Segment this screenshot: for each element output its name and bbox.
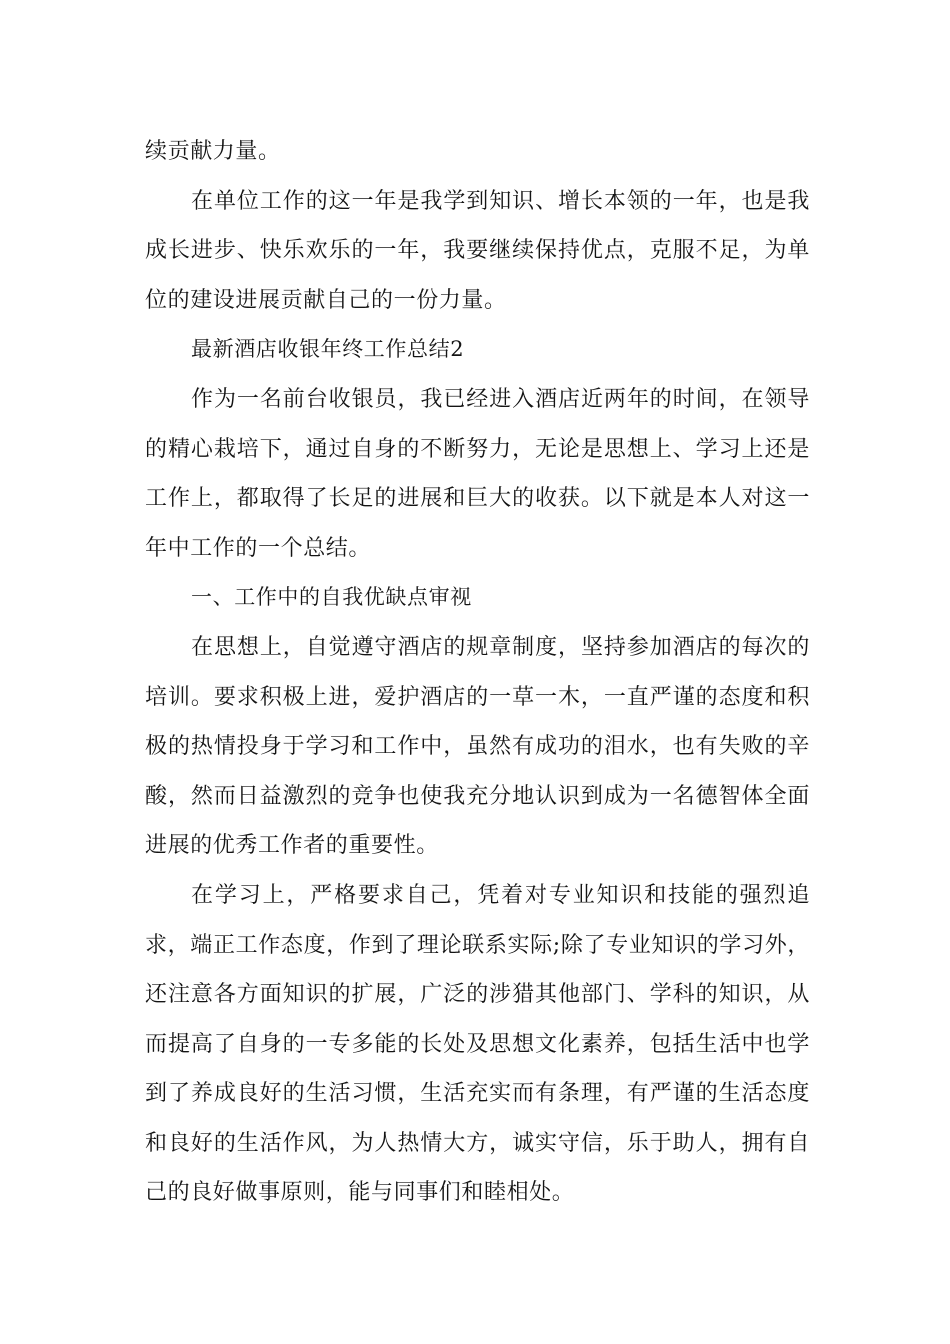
document-body [145, 127, 810, 1218]
paragraph-body: 在单位工作的这一年是我学到知识、增长本领的一年，也是我成长进步、快乐欢乐的一年，我要继续保持优点，克服不足，为单位的建设进展贡献自己的一份力量。 [145, 188, 810, 313]
section-title: 最新酒店收银年终工作总结2 [191, 337, 465, 362]
paragraph-body: 在思想上，自觉遵守酒店的规章制度，坚持参加酒店的每次的培训。要求积极上进，爱护酒店的一草一木，一直严谨的态度和积极的热情投身于学习和工作中，虽然有成功的泪水，也有失败的辛酸，然而日益激烈的竞争也使我充分地认识到成为一名德智体全面进展的优秀工作者的重要性。 [145, 634, 810, 859]
paragraph-body: 在学习上，严格要求自己，凭着对专业知识和技能的强烈追求，端正工作态度，作到了理论联系实际;除了专业知识的学习外，还注意各方面知识的扩展，广泛的涉猎其他部门、学科的知识，从而提高了自身的一专多能的长处及思想文化素养，包括生活中也学到了养成良好的生活习惯，生活充实而有条理，有严谨的生活态度和良好的生活作风，为人热情大方，诚实守信，乐于助人，拥有自己的良好做事原则，能与同事们和睦相处。 [145, 882, 810, 1206]
paragraph-body: 作为一名前台收银员，我已经进入酒店近两年的时间，在领导的精心栽培下，通过自身的不断努力，无论是思想上、学习上还是工作上，都取得了长足的进展和巨大的收获。以下就是本人对这一年中工作的一个总结。 [145, 386, 810, 561]
section-heading: 一、工作中的自我优缺点审视 [191, 585, 472, 610]
paragraph-continuation: 续贡献力量。 [145, 139, 281, 164]
